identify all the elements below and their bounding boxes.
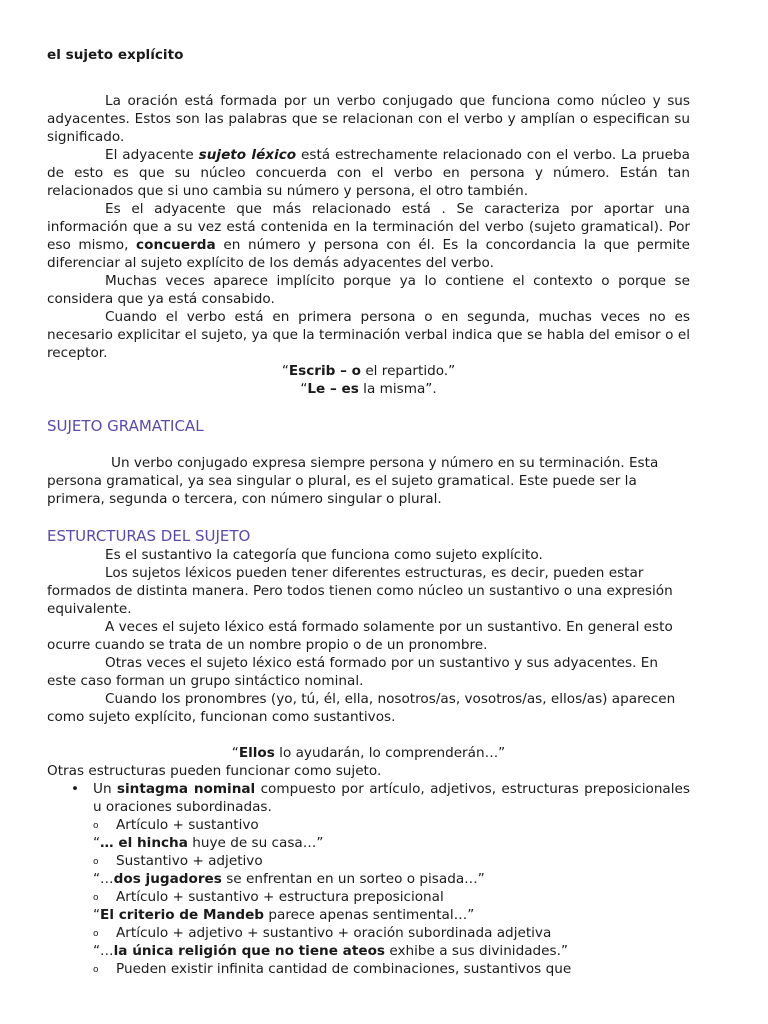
text: Es el adyacente que más relacionado está . Se caracteriza por aportar una información que a su vez está contenida en la terminación del verbo (sujeto gramatical). Por eso mismo, xyxy=(47,201,690,253)
example-escribo xyxy=(47,362,690,380)
emphasis-concuerda: concuerda xyxy=(136,237,216,253)
example-quote xyxy=(93,834,690,852)
paragraph-intro: La oración está formada por un verbo conjugado que funciona como núcleo y sus adyacentes. Estos son las palabras que se relacionan con el verbo y amplían o especifican su significado. xyxy=(47,93,690,145)
paragraph-estructura-4: Otras veces el sujeto léxico está formado por un sustantivo y sus adyacentes. En este caso forman un grupo sintáctico nominal. xyxy=(47,655,658,689)
example-rest: el repartido.” xyxy=(361,363,456,379)
example-bold: Le – es xyxy=(307,381,359,397)
document-body xyxy=(47,46,690,978)
sub-list-item: o Artículo + sustantivo xyxy=(93,816,690,834)
heading-sujeto-gramatical: SUJETO GRAMATICAL xyxy=(47,417,204,435)
example-quote xyxy=(93,870,690,888)
sub-list-item: o Pueden existir infinita cantidad de combinaciones, sustantivos que xyxy=(93,960,690,978)
text: El adyacente xyxy=(105,147,199,163)
text: Un xyxy=(93,781,117,797)
example-bold: la única religión que no tiene ateos xyxy=(113,943,386,959)
example-bold: El criterio de Mandeb xyxy=(100,907,265,923)
quote-open: “ xyxy=(93,907,101,923)
example-bold: … el hincha xyxy=(100,835,188,851)
sub-list-item: o Sustantivo + adjetivo xyxy=(93,852,690,870)
example-bold: Escrib – o xyxy=(288,363,361,379)
example-bold: Ellos xyxy=(238,745,275,761)
example-rest: se enfrentan en un sorteo o pisada…” xyxy=(221,871,485,887)
paragraph-estructura-3: A veces el sujeto léxico está formado solamente por un sustantivo. En general esto ocurre cuando se trata de un nombre propio o de un pronombre. xyxy=(47,619,673,653)
paragraph-concordancia xyxy=(47,200,690,272)
sub-list-item: o Artículo + sustantivo + estructura preposicional xyxy=(93,888,690,906)
paragraph-estructura-1: Es el sustantivo la categoría que funciona como sujeto explícito. xyxy=(105,547,543,563)
sub-list xyxy=(93,816,690,978)
example-rest: huye de su casa…” xyxy=(187,835,324,851)
quote-open: “ xyxy=(93,835,101,851)
paragraph-estructura-5: Cuando los pronombres (yo, tú, él, ella, nosotros/as, vosotros/as, ellos/as) aparecen como sujeto explícito, funcionan como sustantivos. xyxy=(47,691,676,725)
example-rest: parece apenas sentimental…” xyxy=(264,907,475,923)
example-rest: lo ayudarán, lo comprenderán…” xyxy=(274,745,506,761)
emphasis-sujeto-lexico: sujeto léxico xyxy=(198,147,297,163)
paragraph-persona: Cuando el verbo está en primera persona o en segunda, muchas veces no es necesario explicitar el sujeto, ya que la terminación verbal indica que se habla del emisor o el receptor. xyxy=(47,309,690,361)
example-quote xyxy=(93,942,690,960)
paragraph-sujeto-lexico xyxy=(47,146,690,200)
example-lees xyxy=(47,380,690,398)
list-item xyxy=(93,780,690,978)
document-title: el sujeto explícito xyxy=(47,47,184,63)
sub-list-item: o Artículo + adjetivo + sustantivo + oración subordinada adjetiva xyxy=(93,924,690,942)
quote-open: “ xyxy=(300,381,308,397)
example-rest: la misma”. xyxy=(358,381,437,397)
heading-estructuras: ESTURCTURAS DEL SUJETO xyxy=(47,527,251,545)
quote-open: “ xyxy=(281,363,289,379)
example-ellos xyxy=(47,744,690,762)
example-bold: dos jugadores xyxy=(113,871,222,887)
paragraph-gramatical: Un verbo conjugado expresa siempre persona y número en su terminación. Esta persona gramatical, ya sea singular o plural, es el sujeto gramatical. Este puede ser la primera, segunda o tercera, con número singular o plural. xyxy=(47,455,659,507)
paragraph-estructura-2: Los sujetos léxicos pueden tener diferentes estructuras, es decir, pueden estar formados de distinta manera. Pero todos tienen como núcleo un sustantivo o una expresión equivalente. xyxy=(47,565,673,617)
paragraph-otras-estructuras: Otras estructuras pueden funcionar como sujeto. xyxy=(47,763,382,779)
text: compuesto por artículo, adjetivos, estructuras preposicionales u oraciones subordinadas. xyxy=(93,781,690,815)
paragraph-implicito: Muchas veces aparece implícito porque ya lo contiene el contexto o porque se considera que ya está consabido. xyxy=(47,273,690,307)
text: en número y persona con él. Es la concordancia la que permite diferenciar al sujeto explícito de los demás adyacentes del verbo. xyxy=(47,237,690,271)
example-quote xyxy=(93,906,690,924)
quote-open: “ xyxy=(231,745,239,761)
bullet-list xyxy=(47,780,690,978)
example-rest: exhibe a sus divinidades.” xyxy=(385,943,568,959)
quote-open: “… xyxy=(93,943,114,959)
quote-open: “… xyxy=(93,871,114,887)
emphasis-sintagma-nominal: sintagma nominal xyxy=(116,781,256,797)
text: está estrechamente relacionado con el verbo. La prueba de esto es que su núcleo concuerda con el verbo en persona y número. Están tan relacionados que si uno cambia su número y persona, el otro también. xyxy=(47,147,690,199)
